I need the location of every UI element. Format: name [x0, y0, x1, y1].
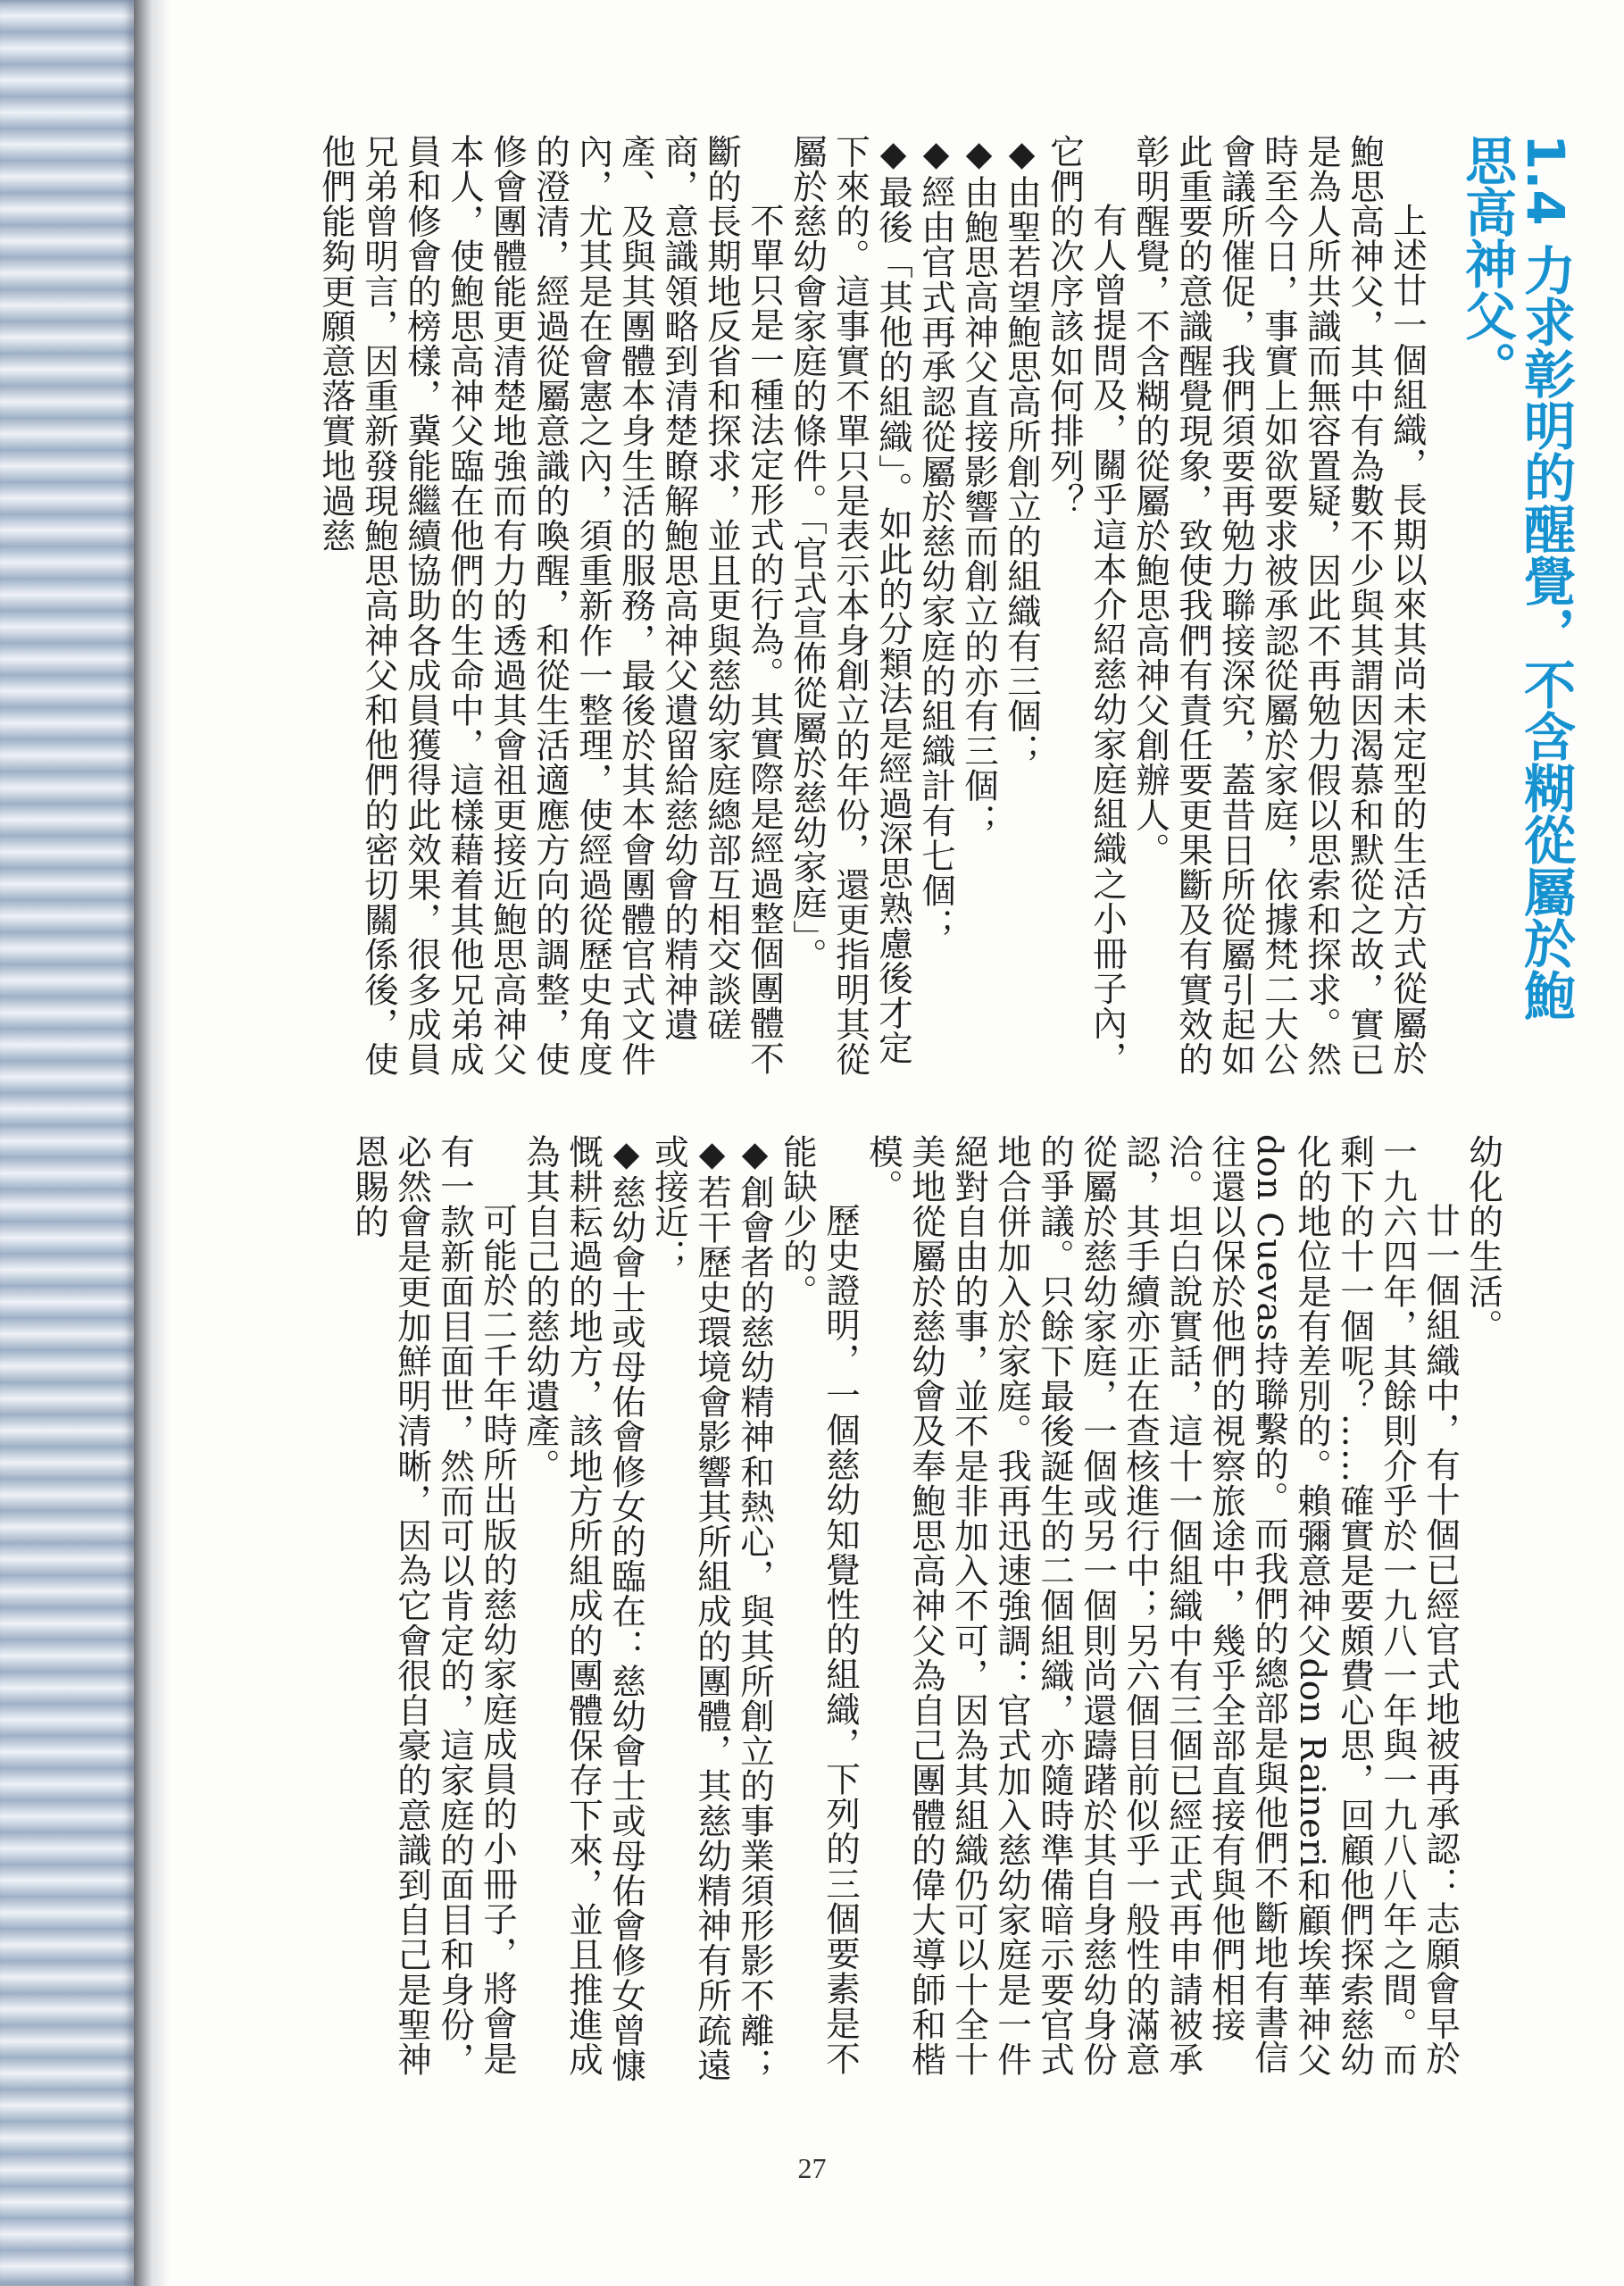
- bullet-item: ◆ 由鮑思高神父直接影響而創立的亦有三個；: [957, 134, 1000, 1098]
- bullet-item: ◆ 最後「其他的組織」。如此的分類法是經過深思熟慮後才定下來的。這事實不單只是表示本身創立的年份，還更指明其從屬於慈幼會家庭的條件。「官式宣佈從屬於慈幼家庭」。: [786, 134, 914, 1098]
- top-text-block: [228, 134, 1428, 1098]
- bullet-item: ◆ 若干歷史環境會影響其所組成的團體，其慈幼精神有所疏遠或接近；: [647, 1134, 733, 2098]
- bottom-text-block: [228, 1134, 1504, 2098]
- paragraph: 廿一個組織中，有十個已經官式地被再承認：志願會早於一九六四年，其餘則介乎於一九八一年與一九八八年之間。而剩下的十一個呢？……確實是要頗費心思，回顧他們探索慈幼化的地位是有差別的。賴彌意神父don Raineri和顧埃華神父don Cuevas持聯繫的。而我們的總部是與他們不斷地有書信往還以保於他們的視察旅途中，幾乎全部直接有與他們相接洽。坦白說實話，這十一個組織中有三個已經正式再申請被承認，其手續亦正在查核進行中；另六個目前似乎一般性的滿意從屬於慈幼家庭，一個或另一個則尚還躊躇於其自身慈幼身份的爭議。只餘下最後誕生的二個組織，亦隨時準備暗示要官式地合併加入於家庭。我再迅速強調：官式加入慈幼家庭是一件絕對自由的事，並不是非加入不可，因為其組織仍可以十全十美地從屬於慈幼會及奉鮑思高神父為自己團體的偉大導師和楷模。: [863, 1134, 1461, 2077]
- section-title: 1.4 力求彰明的醒覺，不含糊從屬於鮑思高神父。: [1456, 134, 1576, 1021]
- bullet-item: ◆ 由聖若望鮑思高所創立的組織有三個；: [1000, 134, 1043, 1098]
- bullet-item: ◆ 創會者的慈幼精神和熱心，與其所創立的事業須形影不離；: [733, 1134, 776, 2098]
- spine-shadow: [134, 0, 154, 2286]
- paragraph: 不單只是一種法定形式的行為。其實際是經過整個團體不斷的長期地反省和探求，並且更與慈幼家庭總部互相交談磋商，意識領略到清楚瞭解鮑思高神父遺留給慈幼會的精神遺產、及與其團體本身生活的服務，最後於其本會團體官式文件內，尤其是在會憲之內，須重新作一整理，使經過從歷史角度的澄清，經過從屬意識的喚醒，和從生活適應方向的調整，使修會團體能更清楚地強而有力的透過其會祖更接近鮑思高神父本人，使鮑思高神父臨在他們的生命中，這樣藉着其他兄弟成員和修會的榜樣，冀能繼續協助各成員獲得此效果，很多成員兄弟曾明言，因重新發現鮑思高神父和他們的密切關係後，使他們能夠更願意落實地過慈: [316, 134, 785, 1077]
- bullet-item: ◆ 經由官式再承認從屬於慈幼家庭的組織計有七個；: [914, 134, 957, 1098]
- book-spine: [0, 0, 134, 2286]
- page-number: 27: [797, 2152, 827, 2184]
- paragraph: 可能於二千年時所出版的慈幼家庭成員的小冊子，將會是有一款新面目面世，然而可以肯定的，這家庭的面目和身份，必然會是更加鮮明清晰，因為它會很自豪的意識到自己是聖神恩賜的: [349, 1134, 518, 2077]
- gutter: [154, 0, 170, 2286]
- paragraph: 有人曾提問及，關乎這本介紹慈幼家庭組織之小冊子內，它們的次序該如何排列？: [1045, 134, 1128, 1076]
- paragraph: 幼化的生活。: [1463, 1134, 1503, 1344]
- paragraph: 歷史證明，一個慈幼知覺性的組織，下列的三個要素是不能缺少的。: [778, 1134, 861, 2076]
- paragraph: 上述廿一個組織，長期以來其尚未定型的生活方式從屬於鮑思高神父，其中有為數不少與其謂因渴慕和默從之故，實已是為人所共識而無容置疑，因此不再勉力假以思索和探求。然時至今日，事實上如欲要求被承認從屬於家庭，依據梵二大公會議所催促，我們須要再勉力聯接深究，蓋昔日所從屬引起如此重要的意識醒覺現象，致使我們有責任要更果斷及有實效的彰明醒覺，不含糊的從屬於鮑思高神父創辦人。: [1130, 134, 1428, 1077]
- bullet-item: ◆ 慈幼會士或母佑會修女的臨在：慈幼會士或母佑會修女曾慷慨耕耘過的地方，該地方所組成的團體保存下來，並且推進成為其自己的慈幼遺產。: [519, 1134, 647, 2098]
